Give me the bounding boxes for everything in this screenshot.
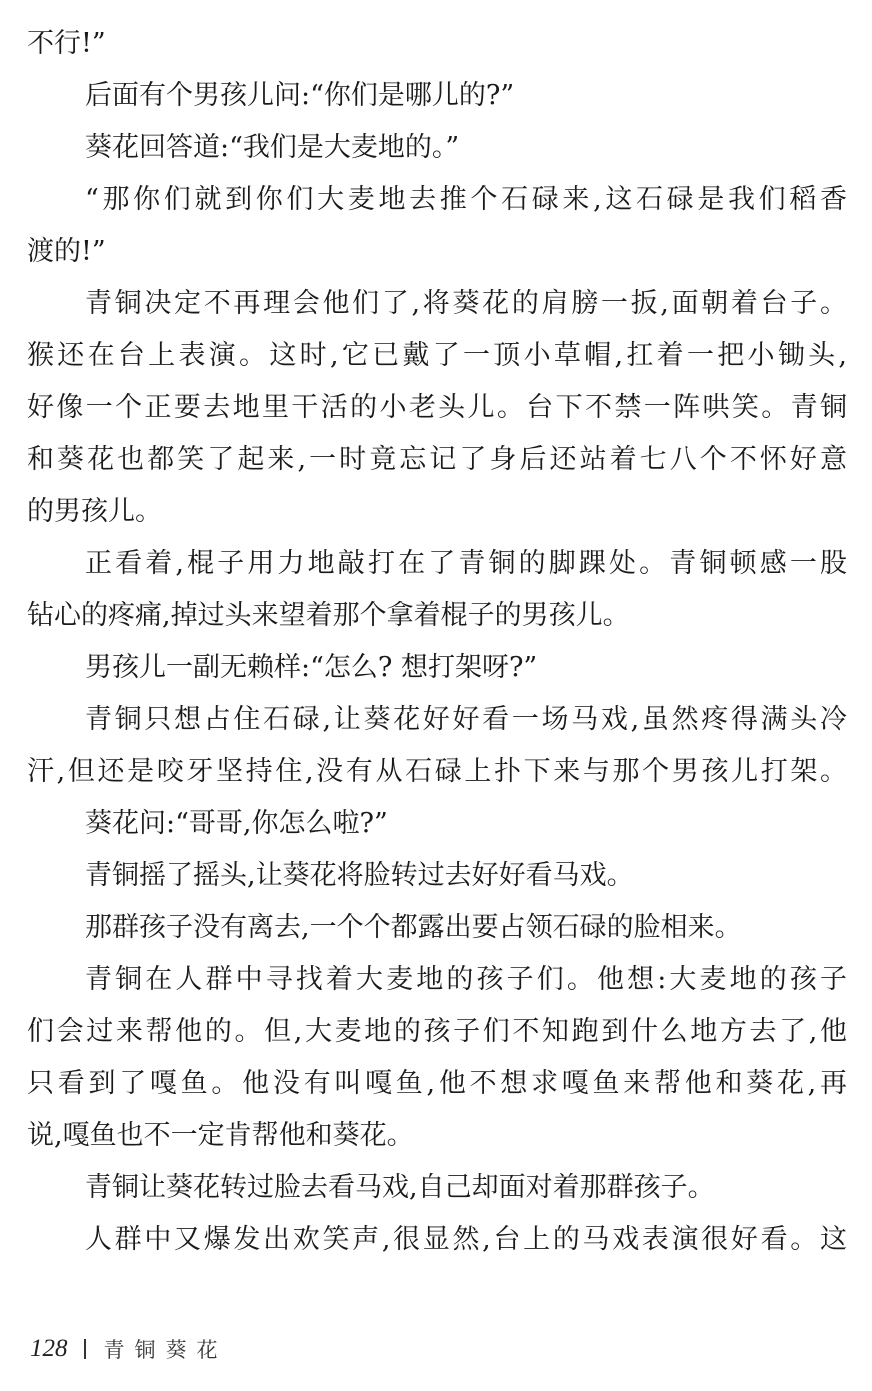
text-line: “那你们就到你们大麦地去推个石碌来,这石碌是我们稻香 bbox=[85, 184, 847, 215]
page-number: 128 bbox=[30, 1335, 68, 1362]
footer-separator bbox=[84, 1339, 86, 1359]
text-line: 青铜决定不再理会他们了,将葵花的肩膀一扳,面朝着台子。 bbox=[85, 288, 847, 319]
text-line: 不行!” bbox=[27, 28, 106, 59]
text-line: 葵花回答道:“我们是大麦地的。” bbox=[85, 132, 460, 163]
text-line: 渡的!” bbox=[27, 236, 106, 267]
text-line: 男孩儿一副无赖样:“怎么? 想打架呀?” bbox=[85, 652, 538, 683]
text-line: 人群中又爆发出欢笑声,很显然,台上的马戏表演很好看。这 bbox=[85, 1224, 847, 1255]
text-line: 青铜让葵花转过脸去看马戏,自己却面对着那群孩子。 bbox=[85, 1172, 715, 1203]
text-line: 青铜摇了摇头,让葵花将脸转过去好好看马戏。 bbox=[85, 860, 634, 891]
text-line: 好像一个正要去地里干活的小老头儿。台下不禁一阵哄笑。青铜 bbox=[27, 392, 847, 423]
text-line: 后面有个男孩儿问:“你们是哪儿的?” bbox=[85, 80, 515, 111]
text-line: 猴还在台上表演。这时,它已戴了一顶小草帽,扛着一把小锄头, bbox=[27, 340, 847, 371]
body-text bbox=[27, 18, 847, 1266]
text-line: 钻心的疼痛,掉过头来望着那个拿着棍子的男孩儿。 bbox=[27, 600, 630, 631]
page-footer bbox=[30, 1334, 228, 1364]
text-line: 们会过来帮他的。但,大麦地的孩子们不知跑到什么地方去了,他 bbox=[27, 1016, 847, 1047]
text-line: 青铜在人群中寻找着大麦地的孩子们。他想:大麦地的孩子 bbox=[85, 964, 847, 995]
text-line: 葵花问:“哥哥,你怎么啦?” bbox=[85, 808, 388, 839]
text-line: 那群孩子没有离去,一个个都露出要占领石碌的脸相来。 bbox=[85, 912, 742, 943]
book-title: 青铜葵花 bbox=[103, 1338, 228, 1362]
text-line: 正看着,棍子用力地敲打在了青铜的脚踝处。青铜顿感一股 bbox=[85, 548, 847, 579]
text-line: 青铜只想占住石碌,让葵花好好看一场马戏,虽然疼得满头冷 bbox=[85, 704, 847, 735]
text-line: 汗,但还是咬牙坚持住,没有从石碌上扑下来与那个男孩儿打架。 bbox=[27, 756, 847, 787]
text-line: 和葵花也都笑了起来,一时竟忘记了身后还站着七八个不怀好意 bbox=[27, 444, 847, 475]
text-line: 只看到了嘎鱼。他没有叫嘎鱼,他不想求嘎鱼来帮他和葵花,再 bbox=[27, 1068, 847, 1099]
text-line: 说,嘎鱼也不一定肯帮他和葵花。 bbox=[27, 1120, 414, 1151]
text-line: 的男孩儿。 bbox=[27, 496, 162, 527]
